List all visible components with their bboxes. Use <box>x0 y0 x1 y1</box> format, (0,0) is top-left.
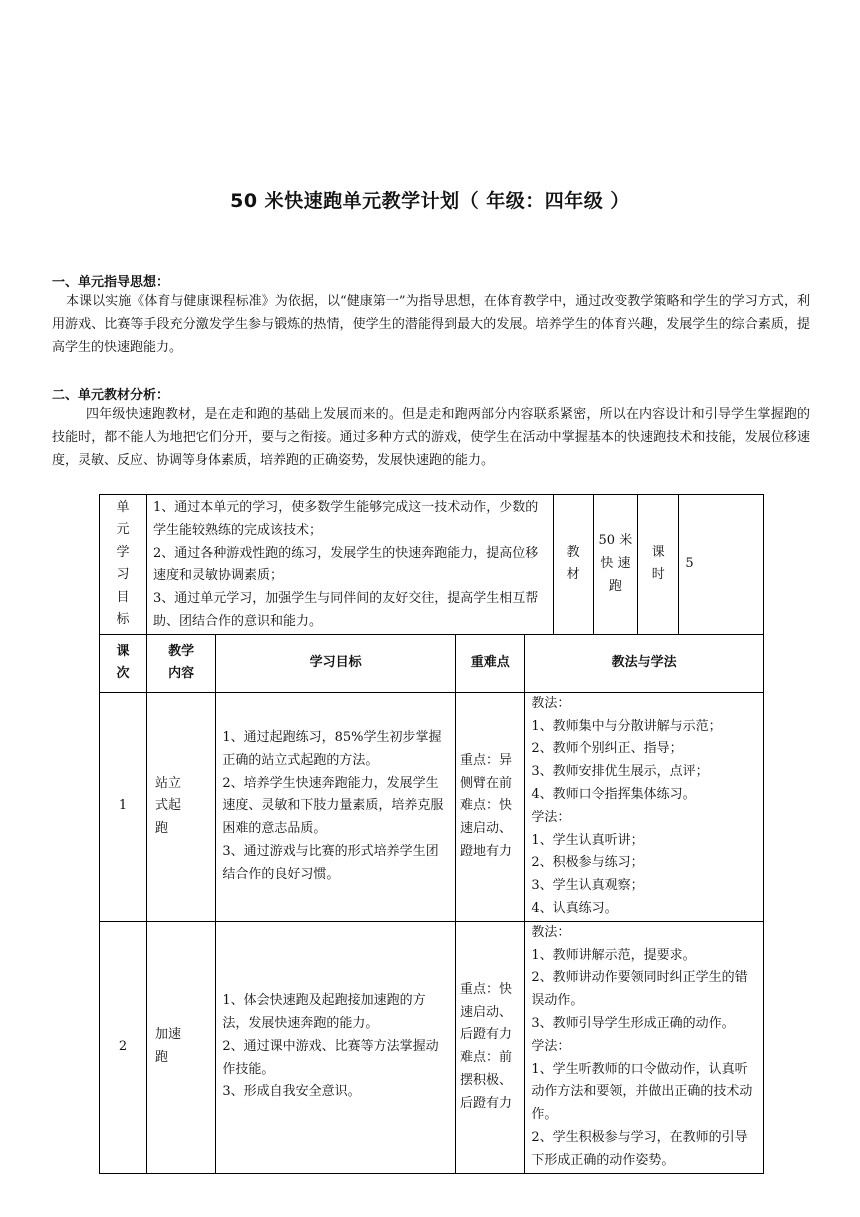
header-content: 教学 内容 <box>147 634 216 692</box>
lesson-goal: 1、体会快速跑及起跑接加速跑的方法，发展快速奔跑的能力。 2、通过课中游戏、比赛等方法掌握动作技能。 3、形成自我安全意识。 <box>216 921 456 1173</box>
material-label: 教 材 <box>553 495 593 635</box>
hours-value: 5 <box>679 495 764 635</box>
lesson-number: 1 <box>100 692 147 921</box>
material-value: 50 米 快 速 跑 <box>593 495 638 635</box>
section1-body <box>52 290 810 359</box>
lesson-content: 站立 式起 跑 <box>147 692 216 921</box>
table-header-row <box>100 634 764 692</box>
lesson-method: 教法： 1、教师集中与分散讲解与示范； 2、教师个别纠正、指导； 3、教师安排优生展示，点评； 4、教师口令指挥集体练习。 学法： 1、学生认真听讲； 2、积极参与练习； 3、学生认真观察； 4、认真练习。 <box>525 692 764 921</box>
header-key: 重难点 <box>456 634 525 692</box>
section1-heading: 一、单元指导思想： <box>52 275 170 290</box>
unit-goal-text: 1、通过本单元的学习，使多数学生能够完成这一技术动作，少数的学生能较熟练的完成该技术； 2、通过各种游戏性跑的练习，发展学生的快速奔跑能力，提高位移速度和灵敏协调素质； 3、通过单元学习，加强学生与同伴间的友好交往，提高学生相互帮助、团结合作的意识和能力。 <box>147 495 554 635</box>
page-title: 50 米快速跑单元教学计划（ 年级：四年级 ） <box>230 190 630 212</box>
unit-goal-label: 单 元 学 习 目 标 <box>100 495 147 635</box>
unit-goal-row <box>100 495 764 635</box>
section2-body <box>52 403 810 472</box>
lesson-content: 加速 跑 <box>147 921 216 1173</box>
lesson-key-points: 重点：异侧臂在前 难点：快速启动、蹬地有力 <box>456 692 525 921</box>
section2-heading: 二、单元教材分析： <box>52 388 170 403</box>
table-row <box>100 921 764 1173</box>
lesson-key-points: 重点：快速启动、后蹬有力 难点：前摆积极、后蹬有力 <box>456 921 525 1173</box>
header-goal: 学习目标 <box>216 634 456 692</box>
table-row <box>100 692 764 921</box>
unit-plan-table <box>99 494 764 1174</box>
hours-label: 课 时 <box>638 495 679 635</box>
lesson-number: 2 <box>100 921 147 1173</box>
section2-paragraph: 四年级快速跑教材，是在走和跑的基础上发展而来的。但是走和跑两部分内容联系紧密，所以在内容设计和引导学生掌握跑的技能时，都不能人为地把它们分开，要与之衔接。通过多种方式的游戏，使学生在活动中掌握基本的快速跑技术和技能，发展位移速度，灵敏、反应、协调等身体素质，培养跑的正确姿势，发展快速跑的能力。 <box>52 407 810 468</box>
header-method: 教法与学法 <box>525 634 764 692</box>
header-lesson: 课 次 <box>100 634 147 692</box>
lesson-goal: 1、通过起跑练习，85%学生初步掌握正确的站立式起跑的方法。 2、培养学生快速奔跑能力，发展学生速度、灵敏和下肢力量素质，培养克服困难的意志品质。 3、通过游戏与比赛的形式培养学生团结合作的良好习惯。 <box>216 692 456 921</box>
lesson-method: 教法： 1、教师讲解示范，提要求。 2、教师讲动作要领同时纠正学生的错误动作。 3、教师引导学生形成正确的动作。 学法： 1、学生听教师的口令做动作，认真听动作方法和要领，并做出正确的技术动作。 2、学生积极参与学习，在教师的引导下形成正确的动作姿势。 <box>525 921 764 1173</box>
section1-paragraph: 本课以实施《体育与健康课程标准》为依据，以“健康第一”为指导思想，在体育教学中，通过改变教学策略和学生的学习方式，利用游戏、比赛等手段充分激发学生参与锻炼的热情，使学生的潜能得到最大的发展。培养学生的体育兴趣，发展学生的综合素质，提高学生的快速跑能力。 <box>52 294 810 355</box>
